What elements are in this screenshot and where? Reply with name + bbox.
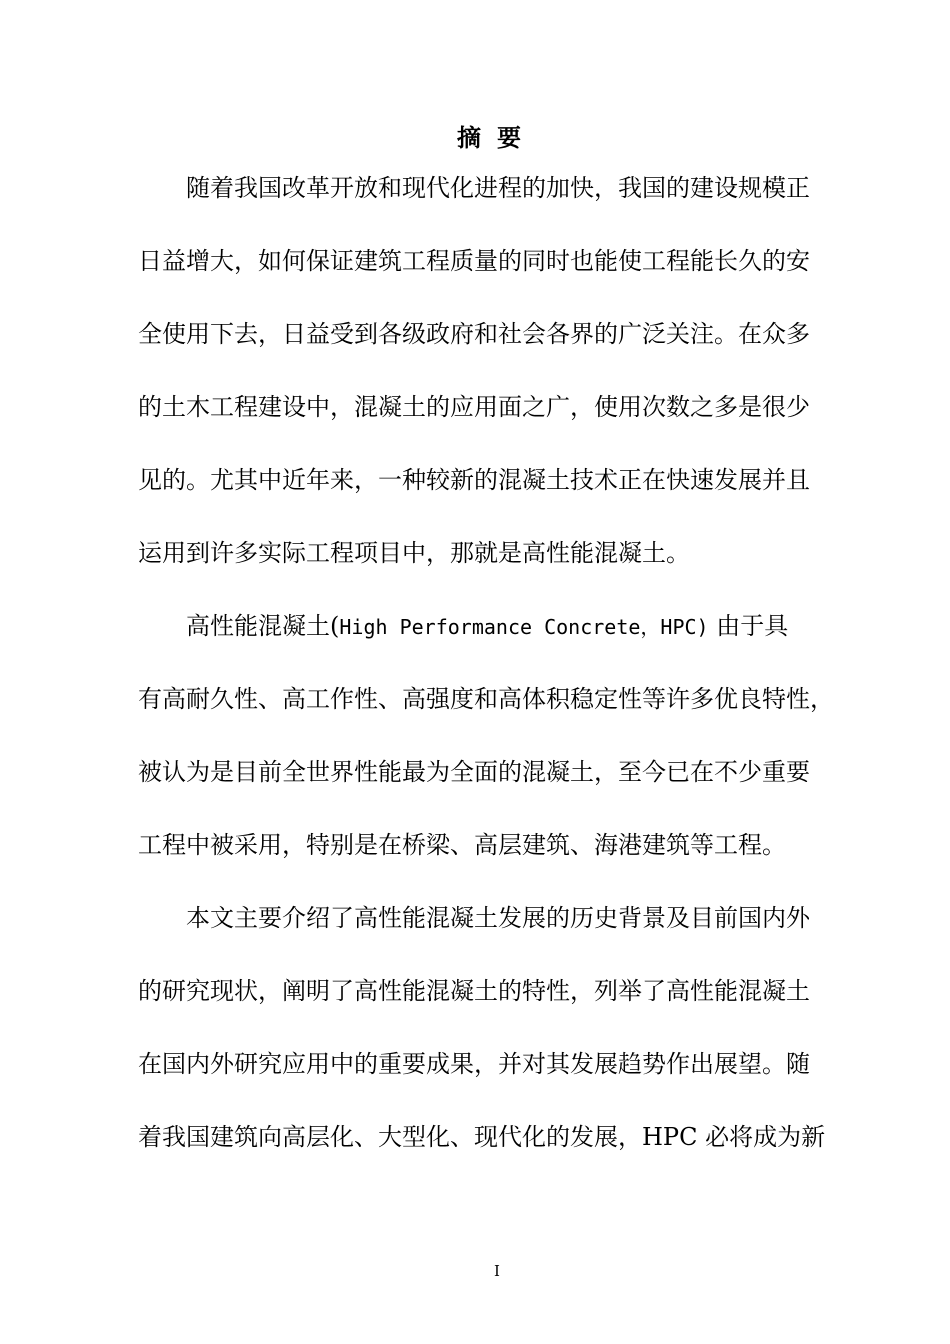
paragraph-3-line-3: 在国内外研究应用中的重要成果，并对其发展趋势作出展望。随 <box>138 1050 810 1078</box>
paragraph-3-line-1: 本文主要介绍了高性能混凝土发展的历史背景及目前国内外 <box>186 904 810 932</box>
paragraph-2-line-1 <box>186 608 788 644</box>
paragraph-1-line-6: 运用到许多实际工程项目中，那就是高性能混凝土。 <box>138 539 690 567</box>
paragraph-3-line-4: 着我国建筑向高层化、大型化、现代化的发展，HPC 必将成为新 <box>138 1123 826 1151</box>
paragraph-1-line-2: 日益增大，如何保证建筑工程质量的同时也能使工程能长久的安 <box>138 247 810 275</box>
paragraph-1-line-1: 随着我国改革开放和现代化进程的加快，我国的建设规模正 <box>186 174 810 202</box>
paragraph-2-suffix: 由于具 <box>708 612 789 640</box>
paragraph-2-line-4: 工程中被采用，特别是在桥梁、高层建筑、海港建筑等工程。 <box>138 831 786 859</box>
paragraph-2-line-2: 有高耐久性、高工作性、高强度和高体积稳定性等许多优良特性， <box>138 685 834 713</box>
paragraph-2-prefix: 高性能混凝土( <box>186 612 340 640</box>
page-number: I <box>494 1262 500 1280</box>
paragraph-1-line-3: 全使用下去，日益受到各级政府和社会各界的广泛关注。在众多 <box>138 320 810 348</box>
paragraph-2-latin-term: High Performance Concrete，HPC) <box>339 615 709 639</box>
paragraph-2-line-3: 被认为是目前全世界性能最为全面的混凝土，至今已在不少重要 <box>138 758 810 786</box>
page-title: 摘要 <box>457 123 537 152</box>
paragraph-1-line-4: 的土木工程建设中，混凝土的应用面之广，使用次数之多是很少 <box>138 393 810 421</box>
paragraph-1-line-5: 见的。尤其中近年来，一种较新的混凝土技术正在快速发展并且 <box>138 466 810 494</box>
paragraph-3-line-2: 的研究现状，阐明了高性能混凝土的特性，列举了高性能混凝土 <box>138 977 810 1005</box>
